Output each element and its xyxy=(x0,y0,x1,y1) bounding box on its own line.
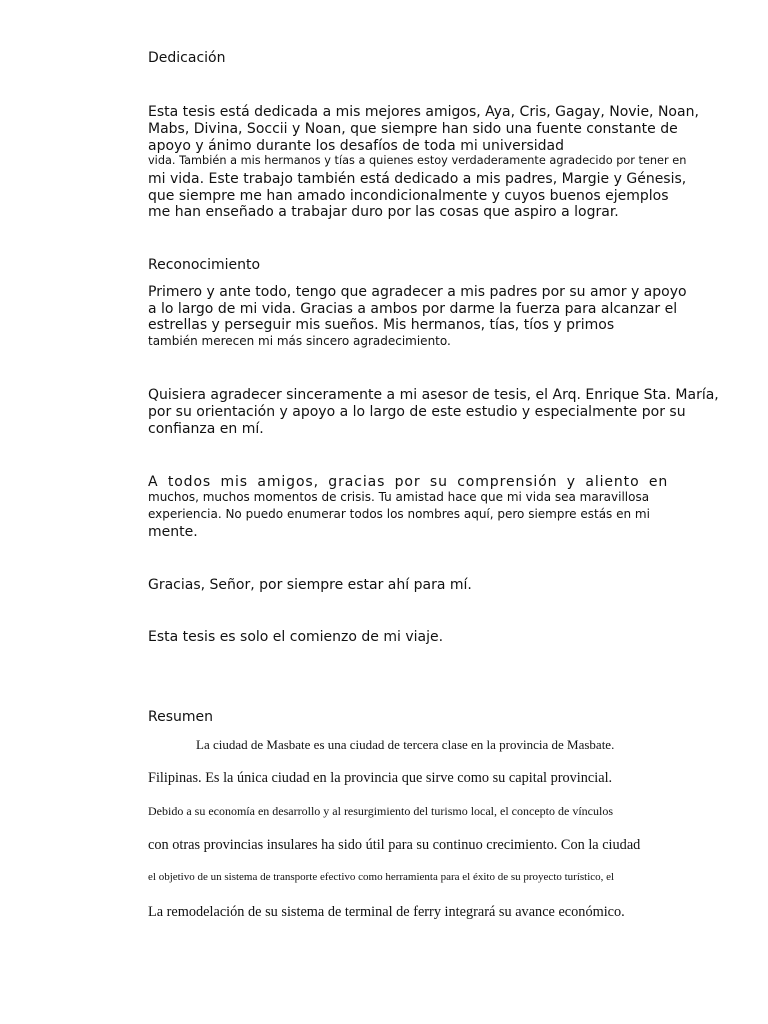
abstract-line: con otras provincias insulares ha sido útil para su continuo crecimiento. Con la ciudad xyxy=(148,837,641,853)
dedication-line: que siempre me han amado incondicionalmente y cuyos buenos ejemplos xyxy=(148,188,669,204)
acknowledgement-line: estrellas y perseguir mis sueños. Mis hermanos, tías, tíos y primos xyxy=(148,317,615,333)
dedication-heading: Dedicación xyxy=(148,50,226,66)
acknowledgement-line: Quisiera agradecer sinceramente a mi asesor de tesis, el Arq. Enrique Sta. María, xyxy=(148,387,719,403)
acknowledgement-line: mente. xyxy=(148,524,198,540)
dedication-line: Esta tesis está dedicada a mis mejores amigos, Aya, Cris, Gagay, Novie, Noan, xyxy=(148,104,699,120)
acknowledgement-line: por su orientación y apoyo a lo largo de este estudio y especialmente por su xyxy=(148,404,686,420)
acknowledgement-line: A todos mis amigos, gracias por su comprensión y aliento en xyxy=(148,474,669,490)
acknowledgement-line: a lo largo de mi vida. Gracias a ambos por darme la fuerza para alcanzar el xyxy=(148,301,678,317)
abstract-heading: Resumen xyxy=(148,709,214,725)
acknowledgement-heading: Reconocimiento xyxy=(148,257,261,273)
acknowledgement-line: experiencia. No puedo enumerar todos los nombres aquí, pero siempre estás en mi xyxy=(148,507,650,521)
abstract-line: Filipinas. Es la única ciudad en la provincia que sirve como su capital provincial. xyxy=(148,770,613,786)
acknowledgement-line: muchos, muchos momentos de crisis. Tu amistad hace que mi vida sea maravillosa xyxy=(148,490,650,504)
acknowledgement-line: Primero y ante todo, tengo que agradecer a mis padres por su amor y apoyo xyxy=(148,284,687,300)
dedication-line: vida. También a mis hermanos y tías a quienes estoy verdaderamente agradecido por tener en xyxy=(148,154,687,167)
acknowledgement-line: Esta tesis es solo el comienzo de mi viaje. xyxy=(148,629,444,645)
dedication-line: Mabs, Divina, Soccii y Noan, que siempre han sido una fuente constante de xyxy=(148,121,678,137)
acknowledgement-line: también merecen mi más sincero agradecimiento. xyxy=(148,334,451,348)
abstract-line: La ciudad de Masbate es una ciudad de tercera clase en la provincia de Masbate. xyxy=(196,737,615,752)
abstract-line: La remodelación de su sistema de terminal de ferry integrará su avance económico. xyxy=(148,904,625,920)
acknowledgement-line: Gracias, Señor, por siempre estar ahí para mí. xyxy=(148,577,472,593)
acknowledgement-line: confianza en mí. xyxy=(148,421,264,437)
abstract-line: Debido a su economía en desarrollo y al resurgimiento del turismo local, el concepto de vínculos xyxy=(148,804,613,818)
dedication-line: apoyo y ánimo durante los desafíos de toda mi universidad xyxy=(148,138,565,154)
dedication-line: mi vida. Este trabajo también está dedicado a mis padres, Margie y Génesis, xyxy=(148,171,687,187)
abstract-line: el objetivo de un sistema de transporte efectivo como herramienta para el éxito de su proyecto turístico, el xyxy=(148,871,615,883)
dedication-line: me han enseñado a trabajar duro por las cosas que aspiro a lograr. xyxy=(148,204,619,220)
